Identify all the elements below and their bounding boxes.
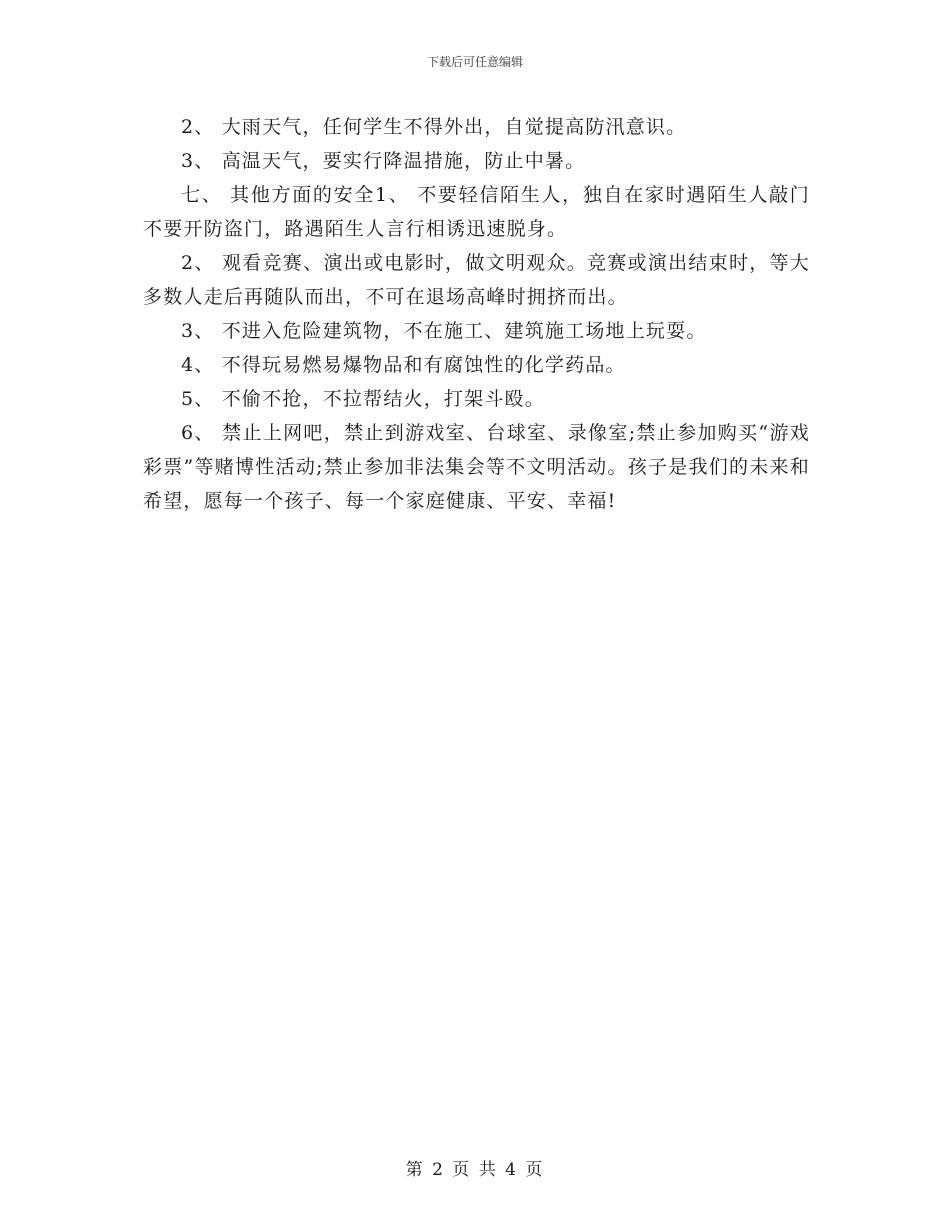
paragraph-internet-cafe: 6、 禁止上网吧，禁止到游戏室、台球室、录像室;禁止参加购买“游戏彩票”等赌博性活动;禁止参加非法集会等不文明活动。孩子是我们的未来和希望，愿每一个孩子、每一个家庭健康、平安、幸福! (143, 422, 810, 512)
paragraph-audience: 2、 观看竞赛、演出或电影时，做文明观众。竞赛或演出结束时，等大多数人走后再随队而出，不可在退场高峰时拥挤而出。 (143, 252, 810, 308)
page-header: 下载后可任意编辑 (426, 55, 523, 69)
document-body (143, 110, 810, 518)
page-number: 第 2 页 共 4 页 (405, 1160, 545, 1180)
paragraph-rain: 2、 大雨天气，任何学生不得外出，自觉提高防汛意识。 (181, 116, 687, 138)
paragraph-heat: 3、 高温天气，要实行降温措施，防止中暑。 (181, 150, 586, 172)
paragraph-flammables: 4、 不得玩易燃易爆物品和有腐蚀性的化学药品。 (181, 354, 626, 376)
paragraph-other-safety: 七、 其他方面的安全1、 不要轻信陌生人，独自在家时遇陌生人敲门不要开防盗门，路遇陌生人言行相诱迅速脱身。 (143, 184, 810, 240)
paragraph-dangerous-buildings: 3、 不进入危险建筑物，不在施工、建筑施工场地上玩耍。 (181, 320, 707, 342)
paragraph-no-theft: 5、 不偷不抢，不拉帮结火，打架斗殴。 (181, 388, 545, 410)
